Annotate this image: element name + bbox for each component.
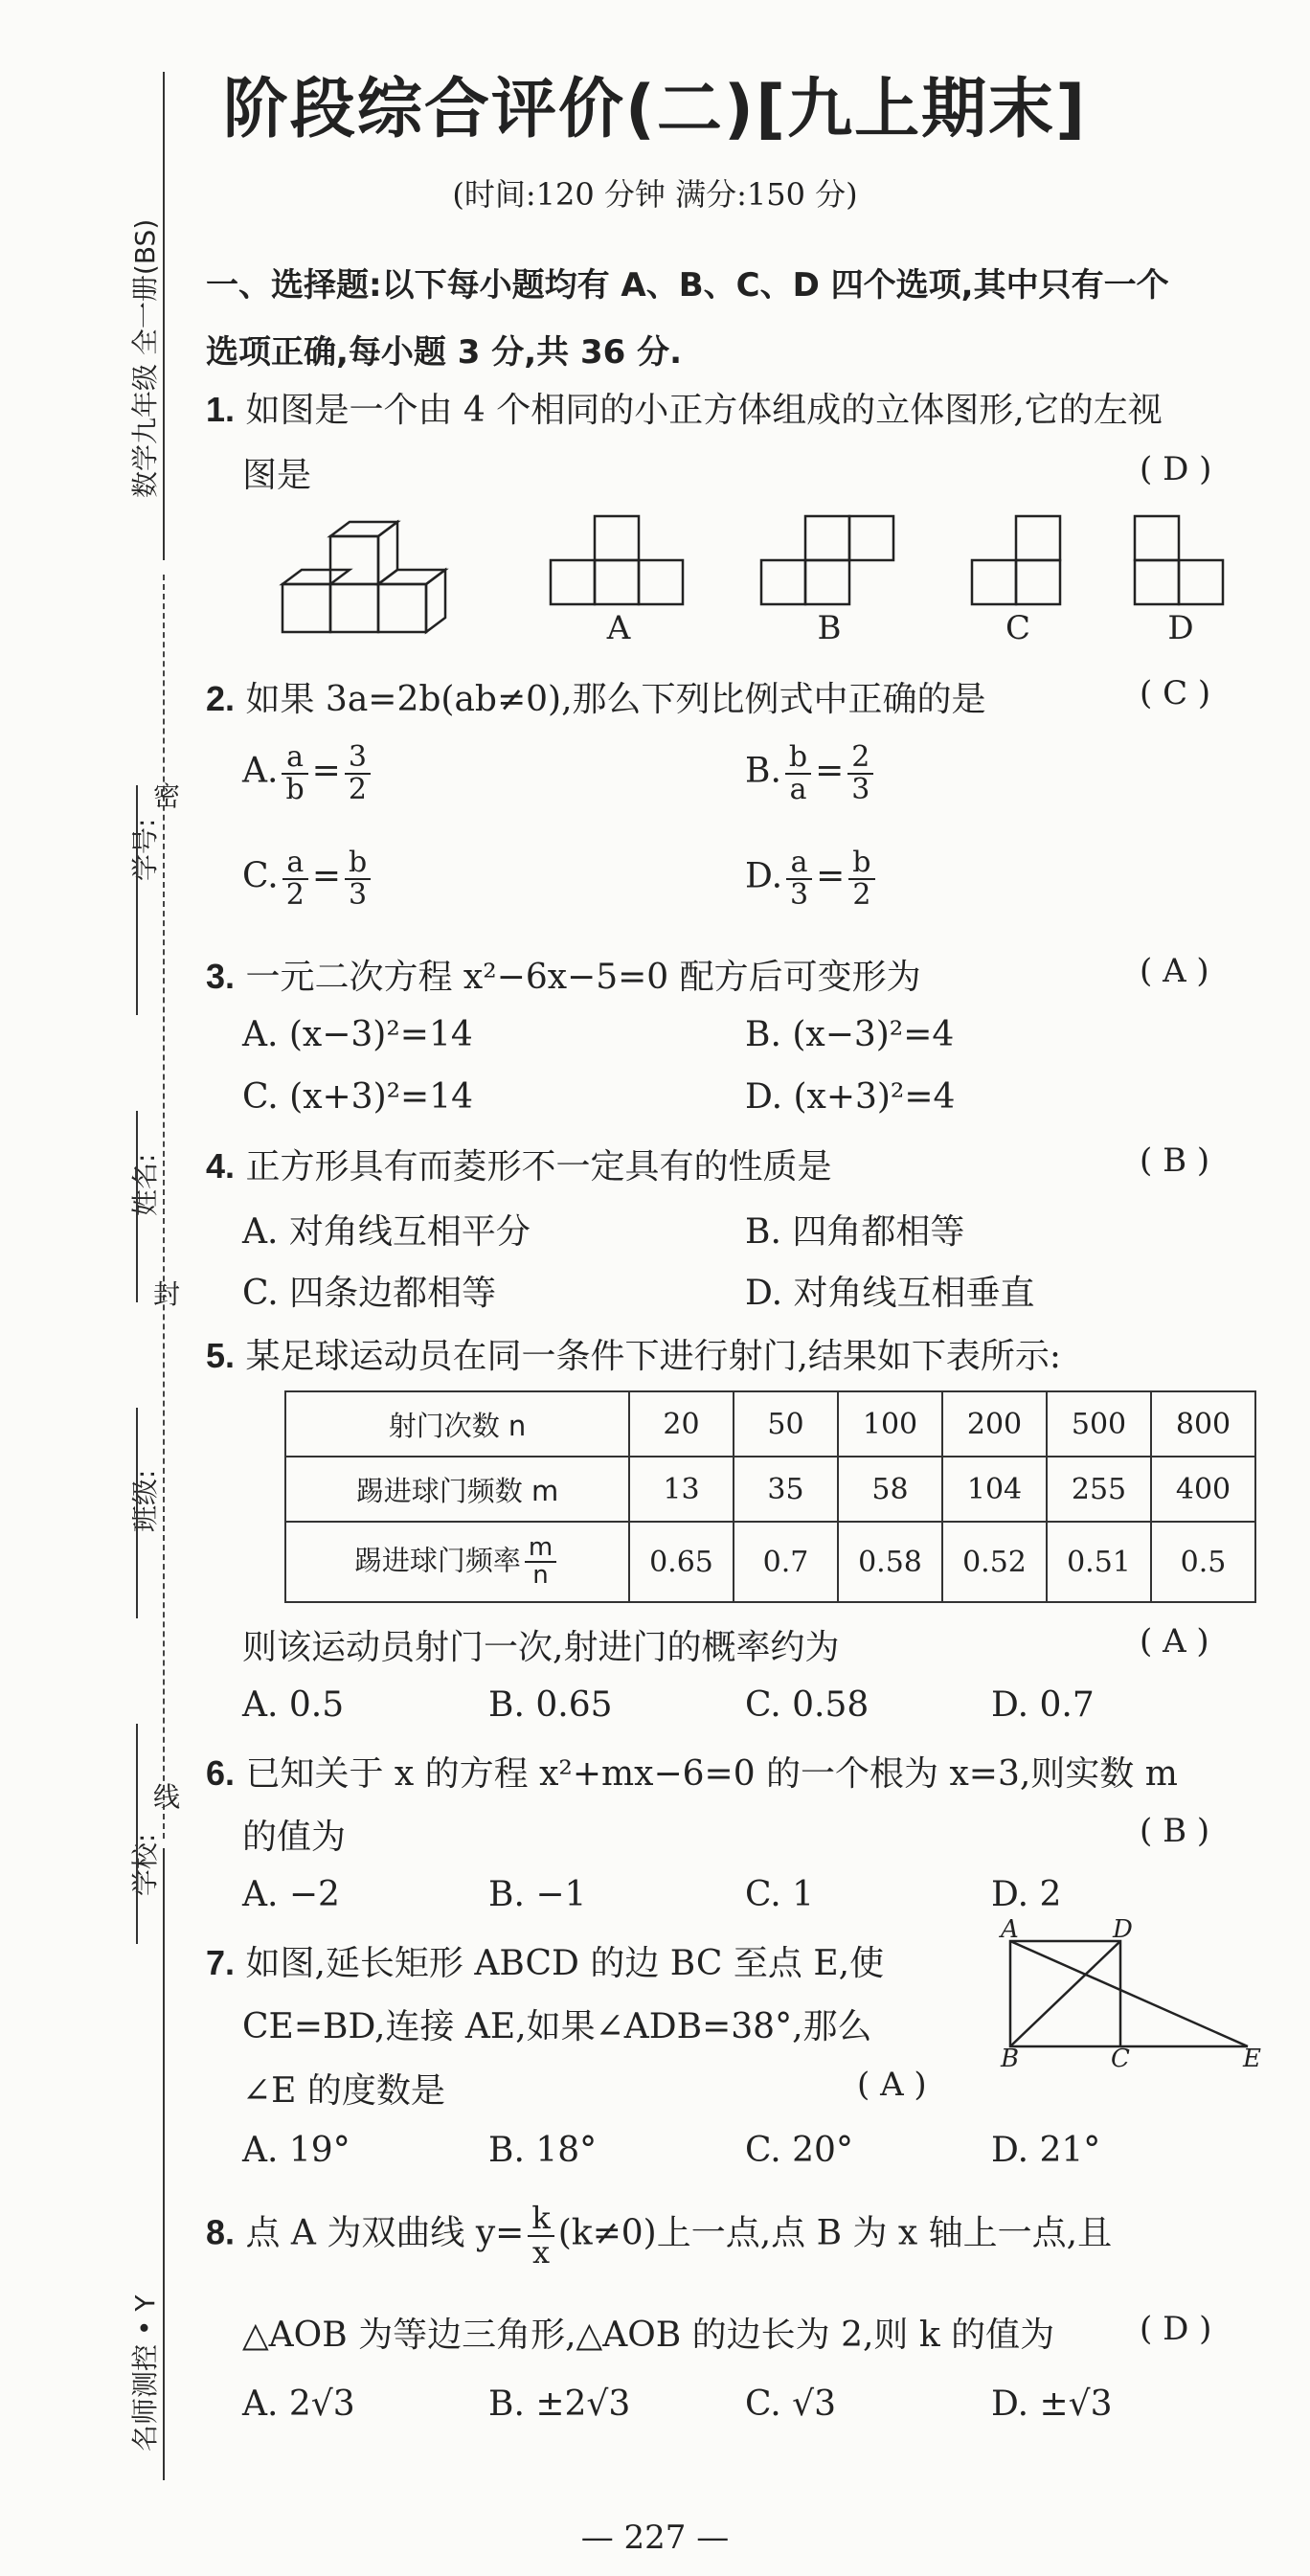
question-6-line2: 的值为 xyxy=(242,1818,347,1857)
q5-option-d: D. 0.7 xyxy=(991,1685,1095,1725)
sidebar-book-label: 数学九年级 全一册(BS) xyxy=(129,218,161,498)
table-row: 踢进球门频数 m 13 35 58 104 255 400 xyxy=(285,1457,1255,1522)
table-header-cell: 射门次数 n xyxy=(285,1391,629,1457)
q4-option-d: D. 对角线互相垂直 xyxy=(745,1274,1035,1313)
table-row: 踢进球门频率 $\frac{m}{n}$ 0.65 0.7 0.58 0.52 0.51 0.5 xyxy=(285,1522,1255,1602)
school-blank-line[interactable] xyxy=(136,1724,138,1944)
q5-option-b: B. 0.65 xyxy=(488,1685,613,1725)
q5-option-a: A. 0.5 xyxy=(242,1685,345,1725)
q8-option-c: C. √3 xyxy=(745,2384,836,2424)
question-3-answer: ( A ) xyxy=(1140,952,1209,990)
q2-option-a: A. $\frac{a}{b}$ = $\frac{3}{2}$ xyxy=(242,742,374,804)
q6-option-b: B. −1 xyxy=(488,1875,587,1914)
question-2-answer: ( C ) xyxy=(1140,674,1211,712)
q3-option-a: A. (x−3)²=14 xyxy=(242,1015,473,1054)
rectangle-abcd-figure xyxy=(1001,1930,1278,2064)
q3-option-c: C. (x+3)²=14 xyxy=(242,1077,474,1117)
point-e-label: E xyxy=(1243,2045,1261,2073)
q7-option-a: A. 19° xyxy=(242,2131,350,2170)
question-8-line2: △AOB 为等边三角形,△AOB 的边长为 2,则 k 的值为 xyxy=(242,2316,1055,2355)
shooting-results-table xyxy=(284,1390,1256,1603)
section-heading-line1: 一、选择题:以下每小题均有 A、B、C、D 四个选项,其中只有一个 xyxy=(206,266,1169,305)
question-1-figures xyxy=(278,508,1264,661)
seal-dashed-line xyxy=(163,575,165,1839)
table-row: 射门次数 n 20 50 100 200 500 800 xyxy=(285,1391,1255,1457)
q7-option-b: B. 18° xyxy=(488,2131,598,2170)
point-c-label: C xyxy=(1111,2045,1130,2073)
question-4: 4. 正方形具有而菱形不一定具有的性质是 xyxy=(206,1146,832,1186)
question-8: 8. 点 A 为双曲线 y= $\frac{k}{x}$ (k≠0)上一点,点 B 为 x 轴上一点,且 xyxy=(206,2200,1113,2271)
question-7-answer: ( A ) xyxy=(857,2066,927,2104)
question-5-followup: 则该运动员射门一次,射进门的概率约为 xyxy=(242,1628,840,1667)
q3-option-d: D. (x+3)²=4 xyxy=(745,1077,956,1117)
point-d-label: D xyxy=(1113,1915,1133,1944)
q8-option-b: B. ±2√3 xyxy=(488,2384,631,2424)
name-blank-line[interactable] xyxy=(136,1111,138,1302)
question-5-answer: ( A ) xyxy=(1140,1622,1209,1661)
question-4-answer: ( B ) xyxy=(1140,1141,1210,1180)
question-5: 5. 某足球运动员在同一条件下进行射门,结果如下表所示: xyxy=(206,1336,1062,1376)
point-b-label: B xyxy=(1001,2045,1020,2073)
option-c-view xyxy=(972,516,1060,604)
q4-option-a: A. 对角线互相平分 xyxy=(242,1212,531,1252)
seal-feng-mark: 封 xyxy=(153,1278,181,1310)
sidebar-rule xyxy=(163,72,165,560)
segment-ae xyxy=(1010,1941,1248,2046)
diagonal-bd xyxy=(1010,1941,1120,2046)
table-header-cell: 踢进球门频率 $\frac{m}{n}$ xyxy=(285,1522,629,1602)
question-1: 1. 如图是一个由 4 个相同的小正方体组成的立体图形,它的左视 xyxy=(206,390,1163,430)
page-number: — 227 — xyxy=(580,2519,730,2557)
q8-option-d: D. ±√3 xyxy=(991,2384,1113,2424)
question-2: 2. 如果 3a=2b(ab≠0),那么下列比例式中正确的是 xyxy=(206,679,986,719)
figure-label-d: D xyxy=(1167,609,1194,647)
sidebar-rule-bottom xyxy=(163,1848,165,2480)
page-title: 阶段综合评价(二)[九上期末] xyxy=(222,72,1088,147)
q6-option-d: D. 2 xyxy=(991,1875,1062,1914)
question-7-line3: ∠E 的度数是 xyxy=(242,2071,445,2111)
question-3: 3. 一元二次方程 x²−6x−5=0 配方后可变形为 xyxy=(206,957,921,997)
q7-option-c: C. 20° xyxy=(745,2131,853,2170)
isometric-cubes-figure xyxy=(282,522,445,632)
figure-label-b: B xyxy=(817,609,842,647)
q2-option-d: D. $\frac{a}{3}$ = $\frac{b}{2}$ xyxy=(745,847,879,910)
series-label: 名师测控 • Y xyxy=(129,2294,161,2452)
q2-option-c: C. $\frac{a}{2}$ = $\frac{b}{3}$ xyxy=(242,847,374,910)
q4-option-b: B. 四角都相等 xyxy=(745,1212,965,1252)
q8-option-a: A. 2√3 xyxy=(242,2384,355,2424)
figure-label-a: A xyxy=(606,609,631,647)
question-6-answer: ( B ) xyxy=(1140,1812,1210,1850)
q2-option-b: B. $\frac{b}{a}$ = $\frac{2}{3}$ xyxy=(745,742,877,804)
q3-option-b: B. (x−3)²=4 xyxy=(745,1015,955,1054)
q6-option-a: A. −2 xyxy=(242,1875,340,1914)
id-blank-line[interactable] xyxy=(136,785,138,1015)
question-7: 7. 如图,延长矩形 ABCD 的边 BC 至点 E,使 xyxy=(206,1943,885,1983)
figure-label-c: C xyxy=(1005,609,1030,647)
class-blank-line[interactable] xyxy=(136,1408,138,1618)
q6-option-c: C. 1 xyxy=(745,1875,815,1914)
q7-option-d: D. 21° xyxy=(991,2131,1101,2170)
student-name-label: 姓名: xyxy=(129,1153,161,1216)
class-label: 班级: xyxy=(129,1469,161,1532)
option-a-view xyxy=(551,516,683,604)
q5-option-c: C. 0.58 xyxy=(745,1685,870,1725)
seal-xian-mark: 线 xyxy=(153,1781,181,1813)
q4-option-c: C. 四条边都相等 xyxy=(242,1274,497,1313)
exam-info: (时间:120 分钟 满分:150 分) xyxy=(452,176,858,213)
question-8-answer: ( D ) xyxy=(1140,2310,1212,2348)
table-header-cell: 踢进球门频数 m xyxy=(285,1457,629,1522)
option-d-view xyxy=(1135,516,1223,604)
section-heading-line2: 选项正确,每小题 3 分,共 36 分. xyxy=(206,333,683,372)
question-1-answer: ( D ) xyxy=(1140,450,1212,488)
student-id-label: 学号: xyxy=(129,818,161,881)
question-1-line2: 图是 xyxy=(242,456,312,495)
school-label: 学校: xyxy=(129,1833,161,1896)
question-7-line2: CE=BD,连接 AE,如果∠ADB=38°,那么 xyxy=(242,2007,872,2046)
question-6: 6. 已知关于 x 的方程 x²+mx−6=0 的一个根为 x=3,则实数 m xyxy=(206,1753,1178,1794)
seal-mi-mark: 密 xyxy=(153,780,181,812)
point-a-label: A xyxy=(1001,1915,1019,1944)
option-b-view xyxy=(761,516,893,604)
